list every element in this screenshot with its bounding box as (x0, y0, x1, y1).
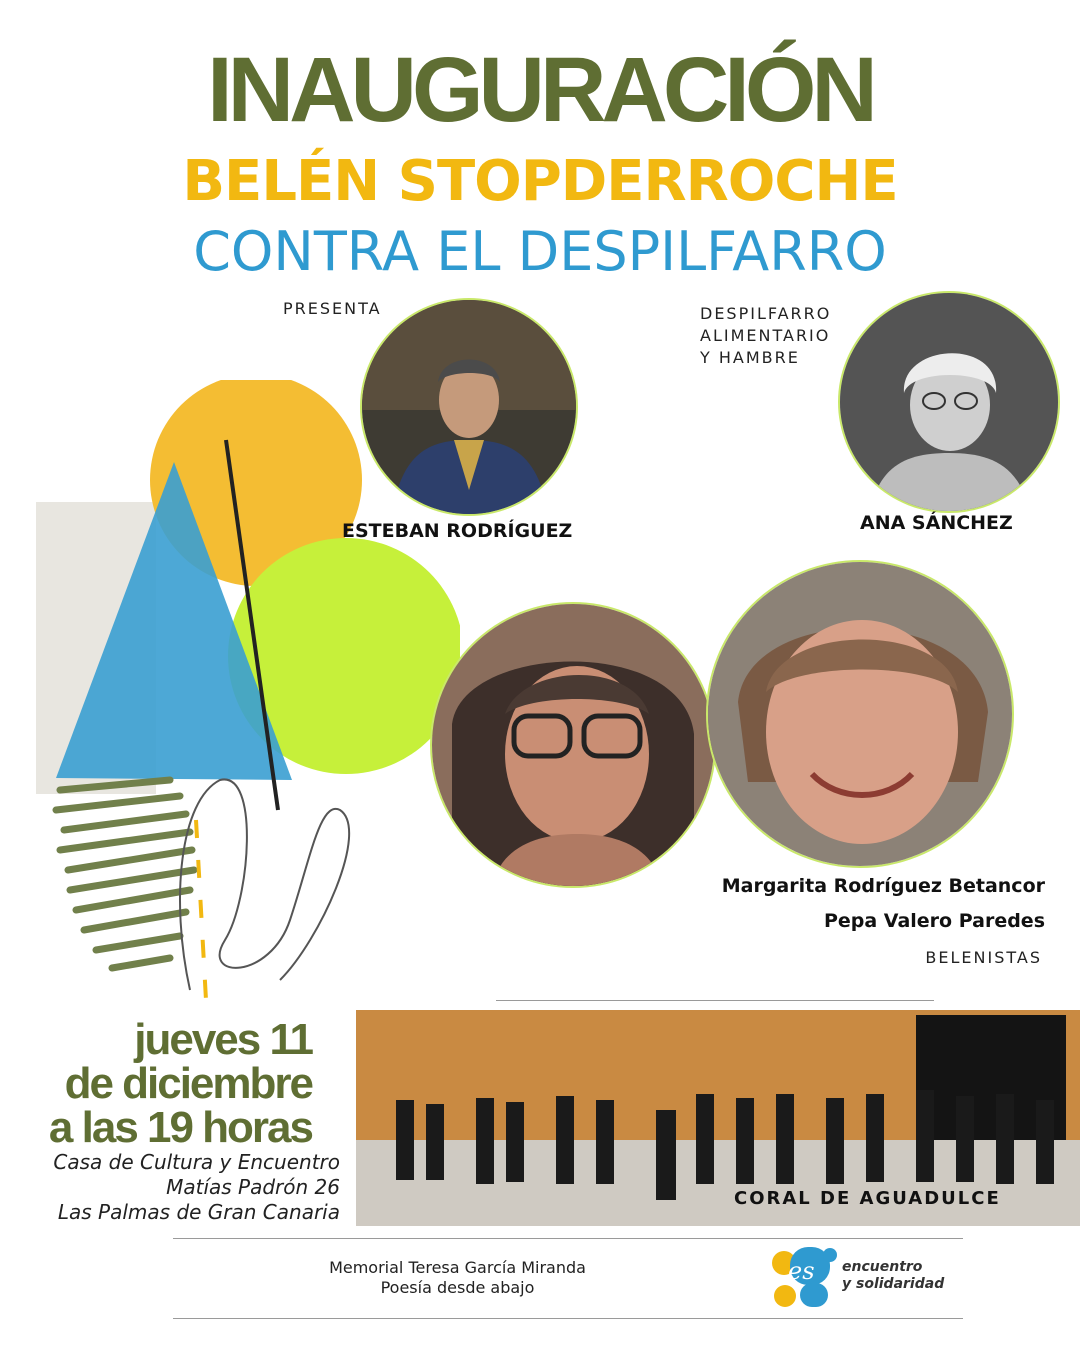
event-date-line: de diciembre (64, 1059, 312, 1108)
presenter-name: ESTEBAN RODRÍGUEZ (342, 520, 573, 542)
artist-name-margarita: Margarita Rodríguez Betancor (721, 875, 1045, 897)
artist-photo-pepa (706, 560, 1014, 868)
olive-scribble-shape (56, 780, 194, 968)
logo-text-line: y solidaridad (842, 1276, 945, 1292)
speaker-photo (838, 291, 1060, 513)
speaker-topic-line: Y HAMBRE (700, 348, 800, 367)
venue-line: Las Palmas de Gran Canaria (57, 1200, 340, 1224)
yellow-dash-shape (196, 820, 206, 1000)
artists-role: BELENISTAS (925, 948, 1042, 967)
artist-name-pepa: Pepa Valero Paredes (823, 910, 1045, 932)
venue-line: Casa de Cultura y Encuentro (53, 1150, 340, 1174)
speaker-name: ANA SÁNCHEZ (860, 512, 1013, 534)
divider (173, 1238, 963, 1239)
presenter-photo (360, 298, 578, 516)
choir-label: CORAL DE AGUADULCE (734, 1188, 1001, 1209)
divider (173, 1318, 963, 1319)
memorial-line: Memorial Teresa García Miranda (329, 1258, 586, 1277)
speaker-topic-line: DESPILFARRO (700, 304, 832, 323)
page-title: INAUGURACIÓN (207, 39, 873, 141)
event-date-line: a las 19 horas (48, 1103, 312, 1152)
artist-photo-margarita (430, 602, 716, 888)
event-subtitle: BELÉN STOPDERROCHE (182, 149, 898, 214)
logo-text-line: encuentro (842, 1259, 923, 1275)
divider (496, 1000, 934, 1001)
organization-logo (770, 1247, 840, 1309)
memorial-line: Poesía desde abajo (380, 1278, 535, 1297)
venue-line: Matías Padrón 26 (166, 1175, 340, 1199)
event-date-line: jueves 11 (134, 1015, 312, 1064)
sketch-loop-shape (180, 779, 349, 990)
event-tagline: CONTRA EL DESPILFARRO (193, 220, 887, 283)
speaker-topic-line: ALIMENTARIO (700, 326, 831, 345)
logo-monogram: es (788, 1257, 815, 1285)
presenter-role: PRESENTA (283, 299, 382, 318)
